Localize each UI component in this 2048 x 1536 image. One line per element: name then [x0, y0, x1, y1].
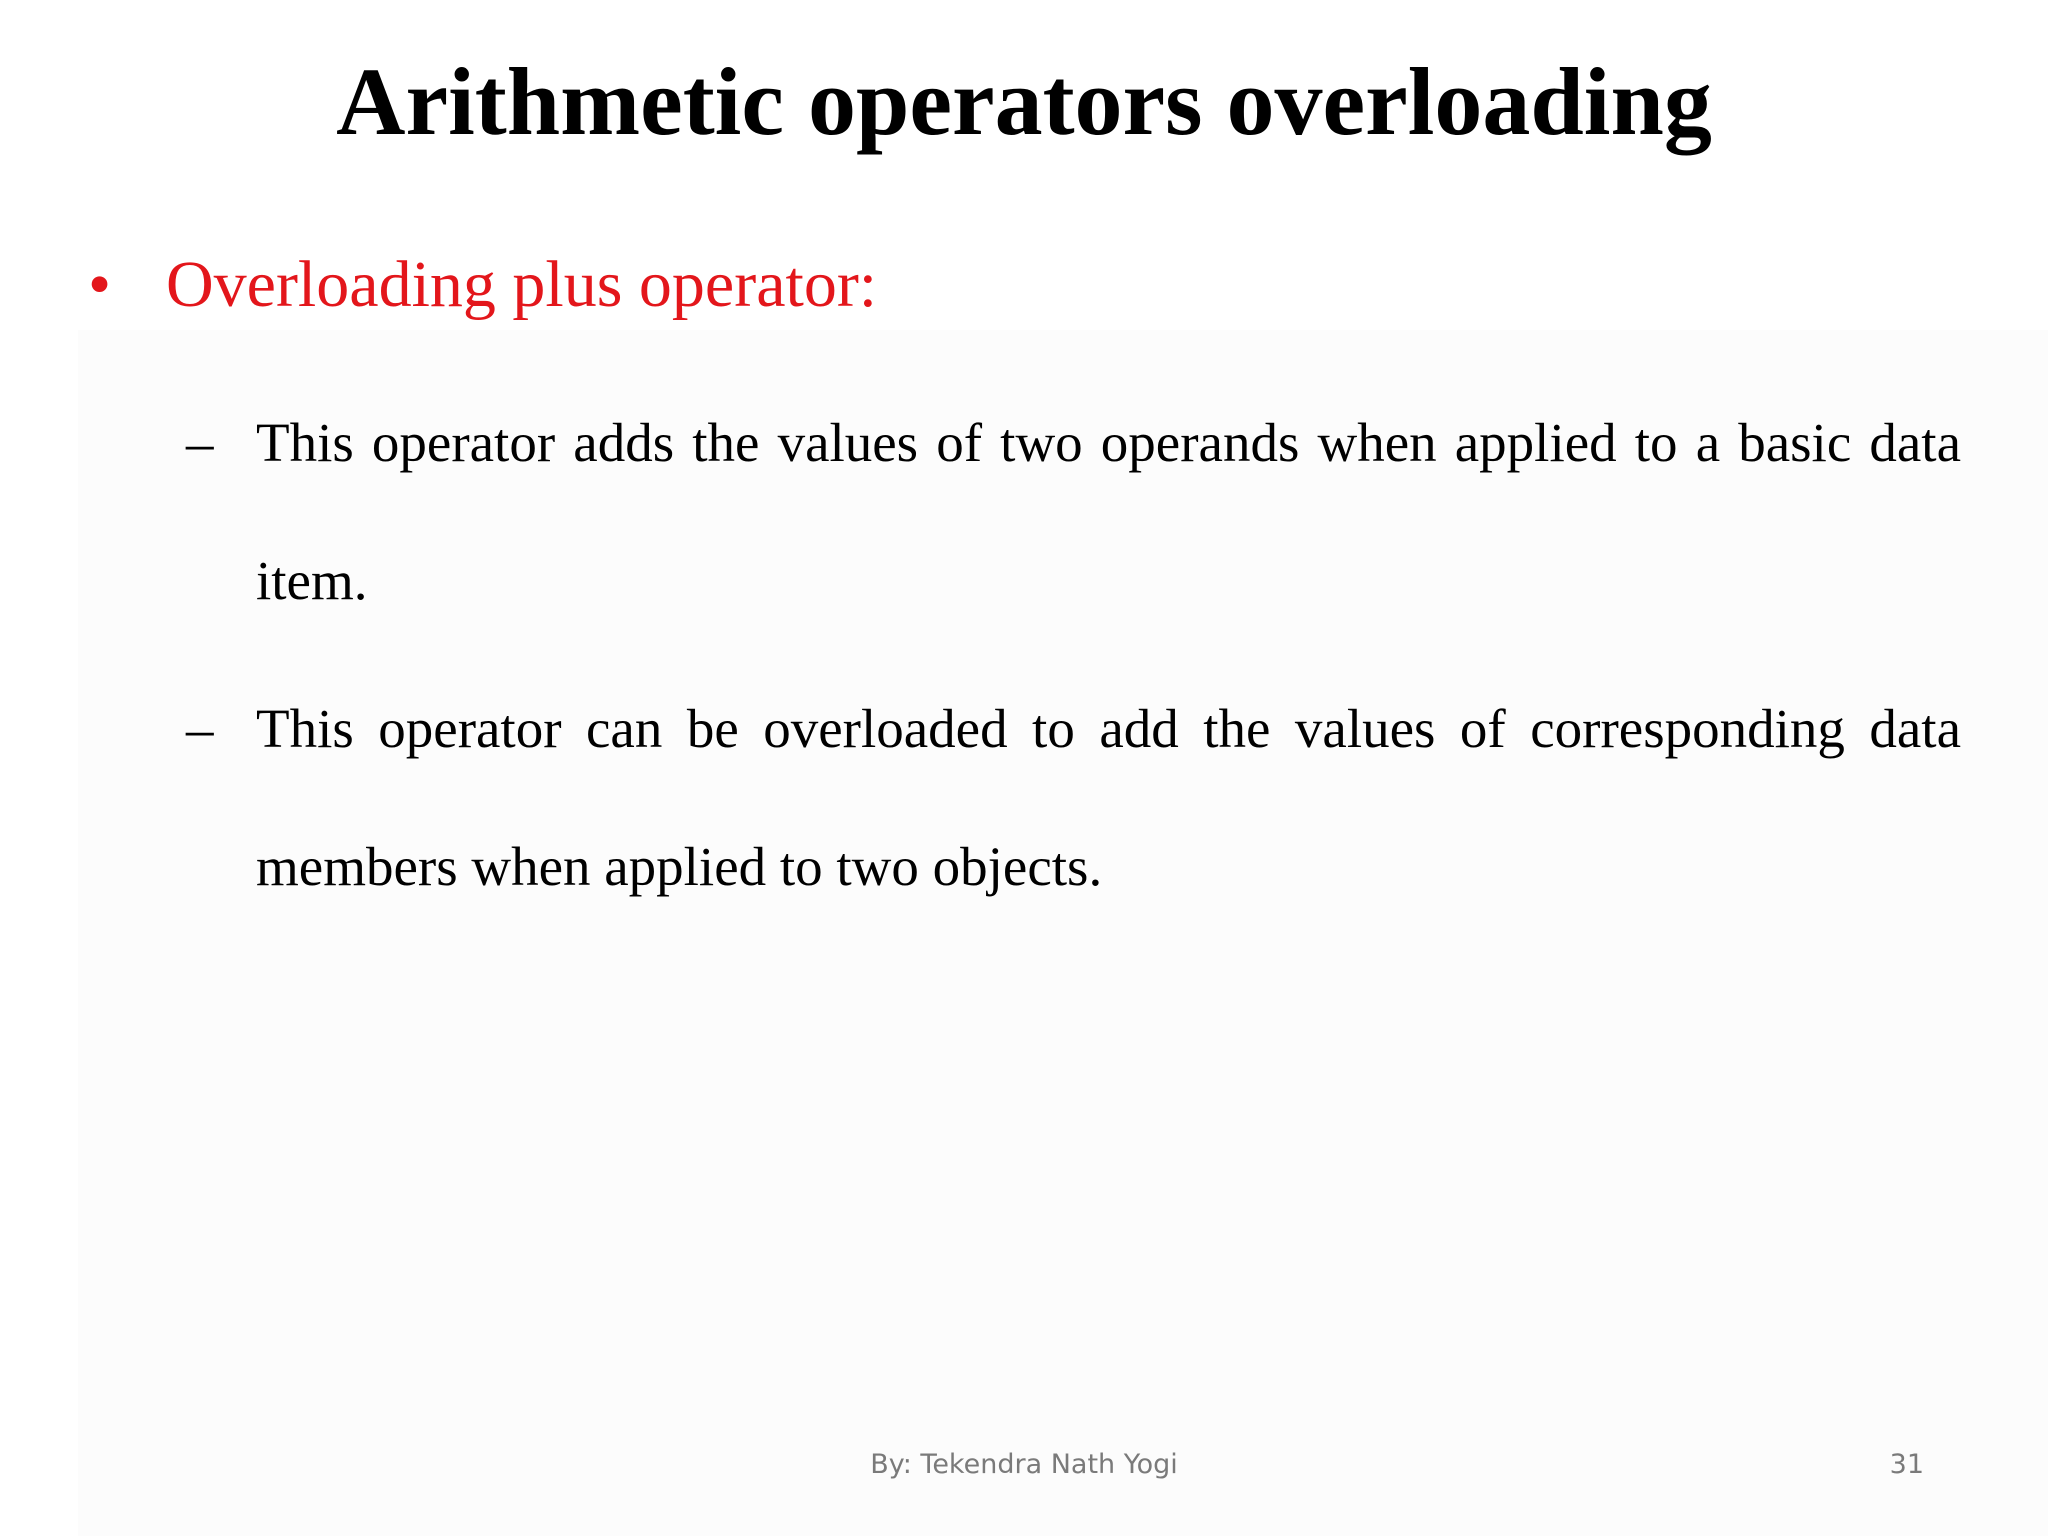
sub-bullet-text: This operator adds the values of two operands when applied to a basic data item. [256, 412, 1961, 611]
slide-title: Arithmetic operators overloading [336, 48, 1712, 155]
bullet-marker: • [88, 248, 112, 321]
page-number: 31 [1889, 1449, 1924, 1480]
sub-bullet-text: This operator can be overloaded to add the values of corresponding data members when applied to two objects. [256, 698, 1961, 897]
main-bullet-text: Overloading plus operator: [166, 248, 878, 321]
dash-marker: – [186, 698, 214, 759]
footer-author: By: Tekendra Nath Yogi [870, 1449, 1178, 1480]
dash-marker: – [186, 412, 214, 473]
